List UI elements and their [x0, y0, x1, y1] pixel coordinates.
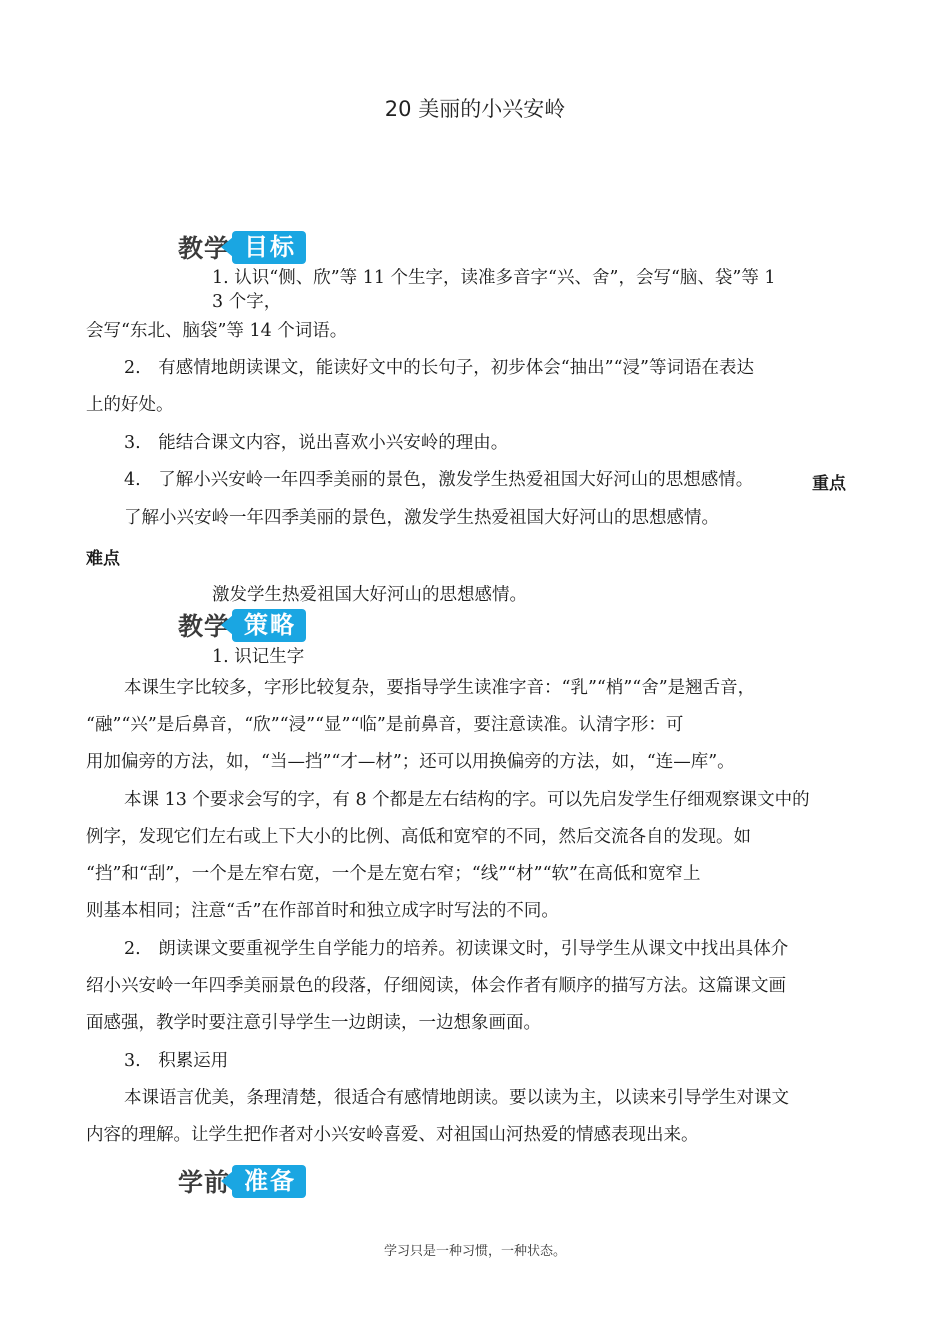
difficulty-text: 激发学生热爱祖国大好河山的思想感情。	[212, 585, 527, 605]
goal-2-line-2: 上的好处。	[86, 395, 174, 415]
key-point-text: 了解小兴安岭一年四季美丽的景色，激发学生热爱祖国大好河山的思想感情。	[124, 508, 719, 528]
page-footer: 学习只是一种习惯，一种状态。	[383, 1244, 566, 1259]
strategy-1-p2-line-2: 例字，发现它们左右或上下大小的比例、高低和宽窄的不同，然后交流各自的发现。如	[86, 827, 751, 847]
goal-2-line-1: 2. 有感情地朗读课文，能读好文中的长句子，初步体会“抽出”“浸”等词语在表达	[124, 358, 754, 378]
strategy-2-line-2: 绍小兴安岭一年四季美丽景色的段落，仔细阅读，体会作者有顺序的描写方法。这篇课文画	[86, 976, 786, 996]
strategy-3-title: 3. 积累运用	[124, 1051, 229, 1071]
badge-tail: 目标	[232, 231, 306, 264]
page-title: 20 美丽的小兴安岭	[384, 97, 566, 121]
badge-tail: 准备	[232, 1165, 306, 1198]
strategy-1-p1-line-3: 用加偏旁的方法，如，“当—挡”“才—材”；还可以用换偏旁的方法，如，“连—库”。	[86, 752, 735, 772]
badge-tail: 策略	[232, 609, 306, 642]
goal-4: 4. 了解小兴安岭一年四季美丽的景色，激发学生热爱祖国大好河山的思想感情。	[124, 470, 754, 490]
strategy-1-p1-line-1: 本课生字比较多，字形比较复杂，要指导学生读准字音：“乳”“梢”“舍”是翘舌音，	[124, 678, 756, 698]
badge-prefix: 学前	[178, 1168, 231, 1197]
goal-1-line-2: 3 个字，	[212, 292, 282, 312]
strategy-2-line-3: 面感强，教学时要注意引导学生一边朗读，一边想象画面。	[86, 1013, 541, 1033]
strategy-1-title: 1. 识记生字	[212, 647, 305, 667]
goal-1-line-1: 1. 认识“侧、欣”等 11 个生字，读准多音字“兴、舍”，会写“脑、袋”等 1	[212, 268, 776, 288]
strategy-1-p1-line-2: “融”“兴”是后鼻音，“欣”“浸”“显”“临”是前鼻音，要注意读准。认清字形：可	[86, 715, 684, 735]
goal-3: 3. 能结合课文内容，说出喜欢小兴安岭的理由。	[124, 433, 509, 453]
strategy-3-line-2: 内容的理解。让学生把作者对小兴安岭喜爱、对祖国山河热爱的情感表现出来。	[86, 1125, 699, 1145]
section-badge-preparation	[178, 1162, 306, 1200]
badge-prefix: 教学	[178, 612, 231, 641]
key-point-label: 重点	[812, 474, 846, 494]
section-badge-teaching-goals	[178, 228, 306, 266]
strategy-3-line-1: 本课语言优美，条理清楚，很适合有感情地朗读。要以读为主，以读来引导学生对课文	[124, 1088, 789, 1108]
strategy-1-p2-line-1: 本课 13 个要求会写的字，有 8 个都是左右结构的字。可以先启发学生仔细观察课文中的	[124, 790, 810, 810]
strategy-1-p2-line-4: 则基本相同；注意“舌”在作部首时和独立成字时写法的不同。	[86, 901, 559, 921]
strategy-1-p2-line-3: “挡”和“刮”，一个是左窄右宽，一个是左宽右窄；“线”“材”“软”在高低和宽窄上	[86, 864, 701, 884]
strategy-2-line-1: 2. 朗读课文要重视学生自学能力的培养。初读课文时，引导学生从课文中找出具体介	[124, 939, 789, 959]
section-badge-teaching-strategy	[178, 606, 306, 644]
difficulty-label: 难点	[86, 549, 120, 569]
goal-1-line-3: 会写“东北、脑袋”等 14 个词语。	[86, 321, 348, 341]
badge-prefix: 教学	[178, 234, 231, 263]
